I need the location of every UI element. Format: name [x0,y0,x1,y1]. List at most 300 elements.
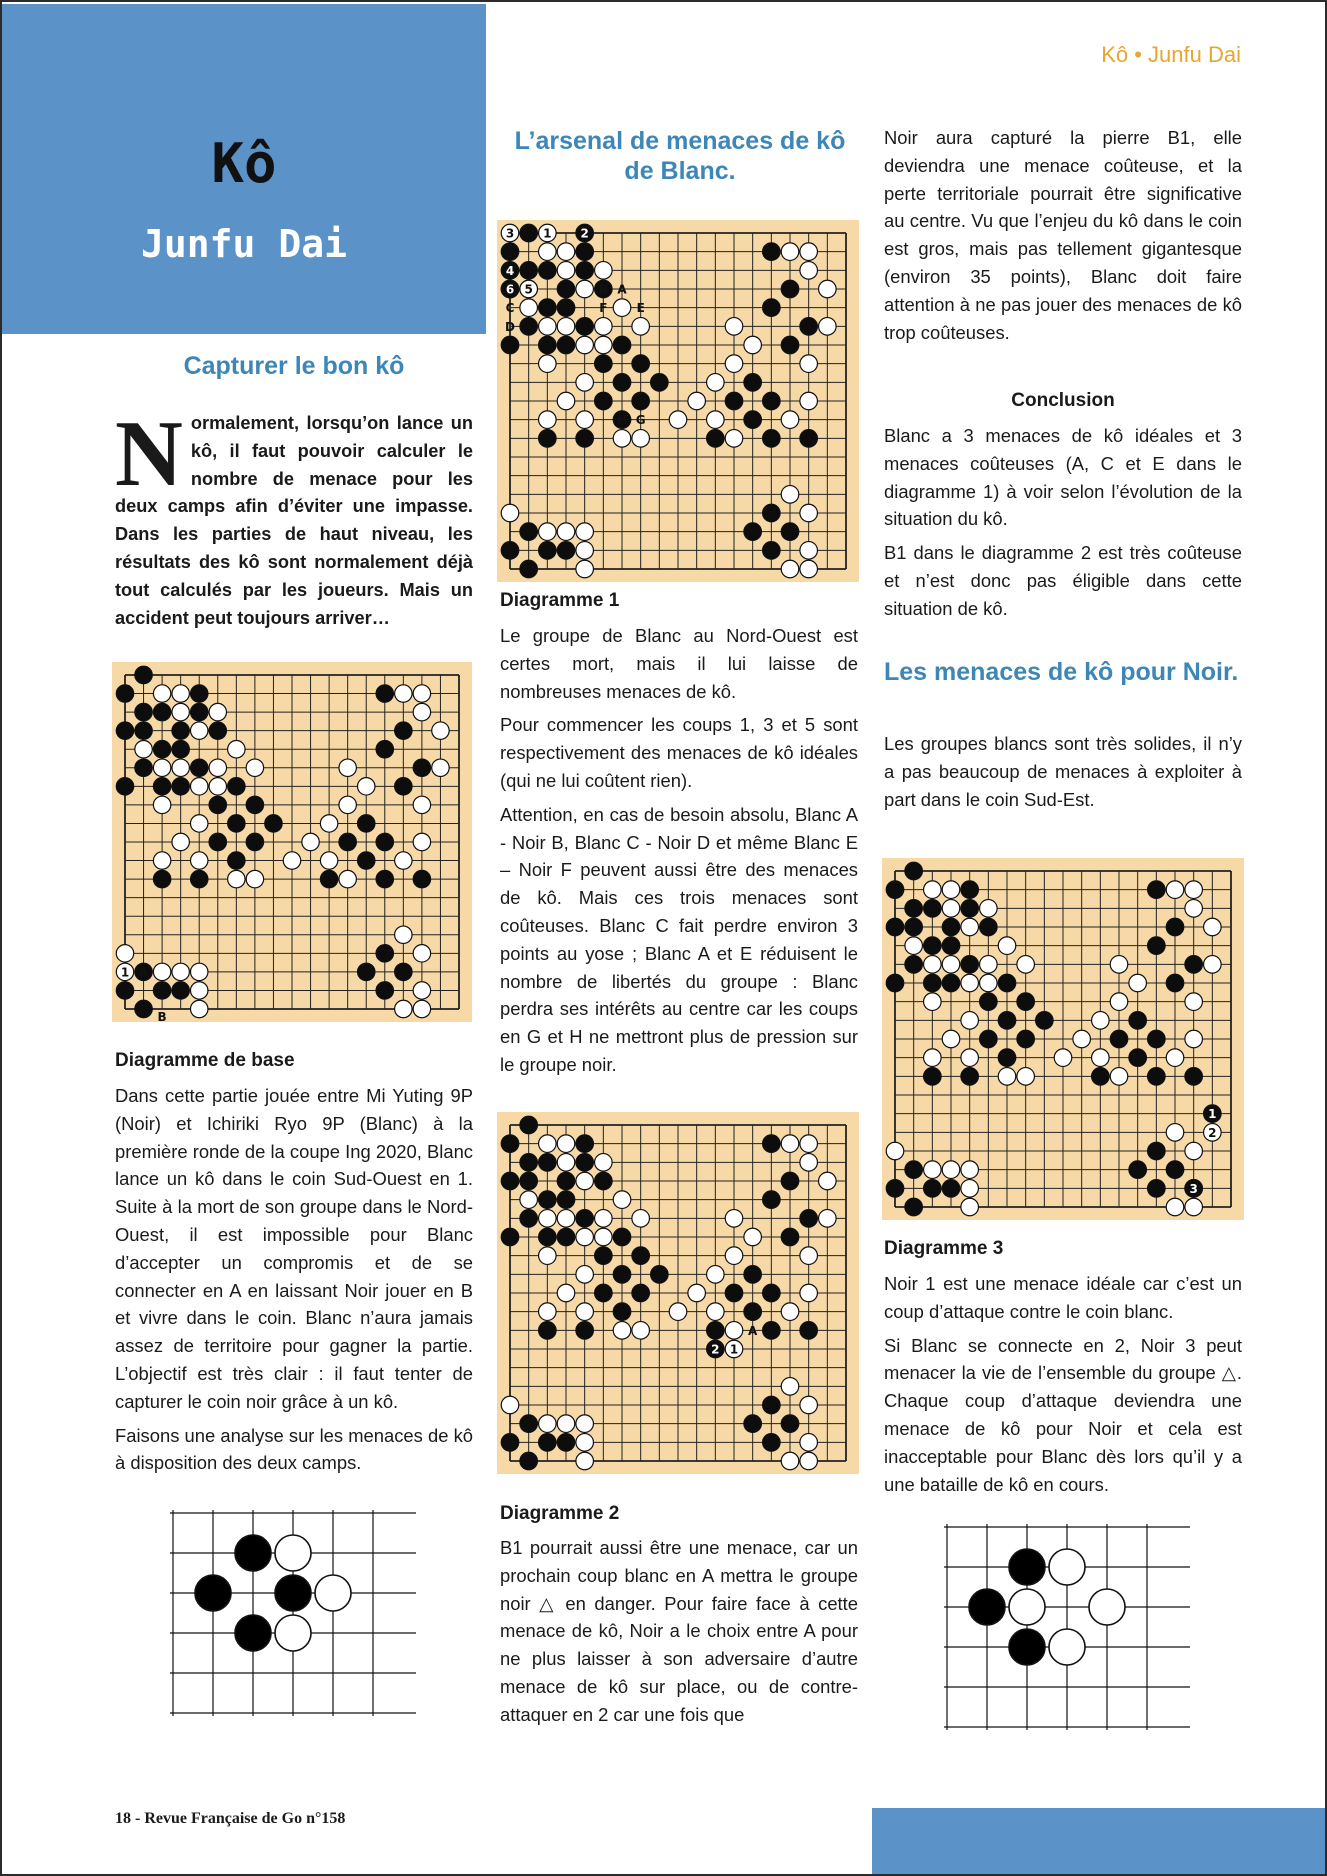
black-stone [1148,1180,1166,1198]
white-stone [725,318,743,336]
black-stone [763,542,781,560]
black-stone [924,1180,942,1198]
heading-arsenal: L’arsenal de menaces de kô de Blanc. [514,127,846,185]
black-stone [781,280,799,298]
black-stone [376,685,393,702]
black-stone [942,937,960,955]
white-stone [595,1154,613,1172]
black-stone [135,1000,152,1017]
white-stone [725,1210,743,1228]
black-stone [501,542,519,560]
black-stone [1185,1068,1203,1086]
board-label: C [505,301,515,316]
black-stone [924,900,942,918]
white-stone [800,355,818,373]
intro-text: ormalement, lorsqu’on lance un kô, il faut pouvoir calculer le nombre de menace pour les deux camps afin d’éviter une impasse. Dans les parties de haut niveau, les résultats des kô sont normalement déjà tout calculés par les joueurs. Mais un accident peut toujours arriver… [115,413,473,628]
black-stone [1129,1012,1147,1030]
white-stone [781,1303,799,1321]
board-label: 3 [505,226,515,241]
white-stone [432,722,449,739]
white-stone [942,1030,960,1048]
white-stone [886,1142,904,1160]
white-stone [800,542,818,560]
black-stone [246,796,263,813]
black-stone [613,1228,631,1246]
white-stone [576,1452,594,1470]
black-stone [520,1452,538,1470]
white-stone [613,299,631,317]
white-stone [595,1210,613,1228]
black-stone [172,982,189,999]
black-stone [924,1068,942,1086]
white-stone [539,318,557,336]
white-stone [1110,1068,1128,1086]
intro-paragraph [115,402,473,632]
white-stone [1204,918,1222,936]
black-stone [235,1615,271,1651]
black-stone [980,993,998,1011]
white-stone [632,1210,650,1228]
black-stone [980,918,998,936]
white-stone [557,1210,575,1228]
white-stone [800,1154,818,1172]
white-stone [395,685,412,702]
black-stone [1009,1549,1045,1585]
white-stone [191,852,208,869]
black-stone [595,392,613,410]
white-stone [172,963,189,980]
white-stone [942,956,960,974]
white-stone [707,411,725,429]
white-stone [613,1322,631,1340]
white-stone [413,703,430,720]
white-stone [1129,974,1147,992]
running-head: Kô • Junfu Dai [1101,42,1241,67]
white-stone [1166,1124,1184,1142]
board-label: 4 [505,263,515,278]
white-stone [576,1228,594,1246]
black-stone [651,1266,669,1284]
black-stone [725,392,743,410]
white-stone [819,318,837,336]
go-board-diagram-3 [882,858,1244,1220]
black-stone [195,1575,231,1611]
white-stone [924,956,942,974]
white-stone [942,1161,960,1179]
black-stone [539,262,557,280]
black-stone [376,833,393,850]
black-stone [576,1210,594,1228]
black-stone [576,262,594,280]
black-stone [153,703,170,720]
col2-paragraph-2: Pour commencer les coups 1, 3 et 5 sont respectivement des menaces de kô idéales (qui ne lui coûtent rien). [500,714,858,791]
black-stone [520,1172,538,1190]
white-stone [781,486,799,504]
white-stone [246,870,263,887]
white-stone [1185,1198,1203,1216]
board-grid [497,1112,859,1474]
white-stone [172,759,189,776]
black-stone [942,918,960,936]
black-stone [763,504,781,522]
white-stone [744,1228,762,1246]
black-stone [395,722,412,739]
white-stone [595,262,613,280]
black-stone [135,722,152,739]
black-stone [228,778,245,795]
board-label: A [617,282,627,297]
white-stone [781,1452,799,1470]
black-stone [520,523,538,541]
black-stone [246,833,263,850]
white-stone [1009,1589,1045,1625]
white-stone [800,262,818,280]
white-stone [1092,1049,1110,1067]
black-stone [998,1012,1016,1030]
white-stone [501,1396,519,1414]
white-stone [302,833,319,850]
col2-paragraph-4: B1 pourrait aussi être une menace, car un prochain coup blanc en A mettra le groupe noir △ en danger. Pour faire face à cette menace de kô, Noir a le choix entre A pour ne plus laisser à son adversaire d’autre menace de kô sur place, ou de contre-attaquer en 2 car une fois que [500,1537,858,1725]
white-stone [1166,1198,1184,1216]
white-stone [413,1000,430,1017]
heading-menaces-noir: Les menaces de kô pour Noir. [884,658,1239,686]
black-stone [413,759,430,776]
white-stone [1204,956,1222,974]
board-grid [112,662,472,1022]
white-stone [539,243,557,261]
black-stone [501,1172,519,1190]
white-stone [924,1049,942,1067]
black-stone [228,815,245,832]
title-block [2,4,486,334]
black-stone [191,870,208,887]
white-stone [632,1322,650,1340]
black-stone [763,1191,781,1209]
caption-diagram-1: Diagramme 1 [500,590,620,611]
white-stone [613,430,631,448]
white-stone [576,374,594,392]
black-stone [905,956,923,974]
white-stone [209,703,226,720]
black-stone [905,1161,923,1179]
board-label: E [636,301,645,316]
black-stone [520,224,538,242]
white-stone [539,411,557,429]
white-stone [520,299,538,317]
white-stone [905,937,923,955]
black-stone [557,1191,575,1209]
white-stone [800,1284,818,1302]
col3-paragraph-6: Si Blanc se connecte en 2, Noir 3 peut menacer la vie de l’ensemble du groupe △. Chaque coup d’attaque deviendra une menace de kô pour Noir et cela est inacceptable pour Blanc dès lors qu’il y a une bataille de kô en cours. [884,1334,1242,1495]
black-stone [1148,1030,1166,1048]
black-stone [191,759,208,776]
white-stone [800,1135,818,1153]
black-stone [172,741,189,758]
black-stone [961,881,979,899]
conclusion-heading: Conclusion [1011,390,1115,411]
white-stone [961,918,979,936]
white-stone [1073,1030,1091,1048]
white-stone [191,982,208,999]
black-stone [1017,1030,1035,1048]
black-stone [1148,881,1166,899]
white-stone [961,1161,979,1179]
white-stone [1110,956,1128,974]
white-stone [1185,881,1203,899]
black-stone [172,722,189,739]
white-stone [819,280,837,298]
white-stone [557,1154,575,1172]
black-stone [763,243,781,261]
black-stone [520,1154,538,1172]
black-stone [781,523,799,541]
black-stone [501,1434,519,1452]
black-stone [905,900,923,918]
board-label: 2 [1208,1125,1217,1140]
black-stone [339,833,356,850]
board-label: 1 [729,1342,739,1357]
black-stone [520,560,538,578]
caption-diagram-2: Diagramme 2 [500,1503,620,1524]
white-stone [800,504,818,522]
black-stone [707,430,725,448]
col1-paragraph-1: Dans cette partie jouée entre Mi Yuting 9P (Noir) et Ichiriki Ryo 9P (Blanc) à la première ronde de la coupe Ing 2020, Blanc lance un kô dans le coin Sud-Ouest en 1. Suite à la mort de son groupe dans le Nord-Ouest, il est impossible pour Blanc d’accepter un compromis et de se connecter en A en laissant Noir jouer en B et vivre dans le coin. Blanc n’aura jamais assez de territoire pour gagner la partie. L’objectif est très clair : il faut tenter de capturer le coin noir grâce à un kô. [115,1085,473,1412]
white-stone [557,318,575,336]
black-stone [228,852,245,869]
white-stone [800,392,818,410]
board-label: 1 [1208,1107,1217,1122]
black-stone [501,336,519,354]
black-stone [376,982,393,999]
white-stone [539,355,557,373]
black-stone [520,1415,538,1433]
white-stone [576,411,594,429]
black-stone [153,982,170,999]
col1-body [115,1082,473,1483]
black-stone [595,355,613,373]
black-stone [744,374,762,392]
white-stone [320,852,337,869]
black-stone [942,1180,960,1198]
white-stone [1185,1142,1203,1160]
white-stone [576,1415,594,1433]
white-stone [1185,900,1203,918]
black-stone [800,430,818,448]
black-stone [781,1172,799,1190]
black-stone [376,870,393,887]
black-stone [153,870,170,887]
white-stone [1049,1549,1085,1585]
black-stone [395,778,412,795]
white-stone [557,392,575,410]
go-board-diagram-1 [497,220,859,582]
ko-shape-diagram-right [944,1524,1190,1730]
black-stone [501,1228,519,1246]
black-stone [1166,974,1184,992]
black-stone [576,243,594,261]
board-label: 3 [1189,1181,1198,1196]
white-stone [819,1172,837,1190]
black-stone [924,974,942,992]
white-stone [744,336,762,354]
white-stone [191,722,208,739]
col2-body-2 [500,1534,858,1735]
black-stone [191,685,208,702]
black-stone [781,336,799,354]
black-stone [744,523,762,541]
black-stone [235,1535,271,1571]
white-stone [725,355,743,373]
col3-body-menaces [884,730,1242,819]
black-stone [942,974,960,992]
black-stone [501,1135,519,1153]
white-stone [315,1575,351,1611]
white-stone [1089,1589,1125,1625]
white-stone [800,1396,818,1414]
black-stone [886,1180,904,1198]
black-stone [501,243,519,261]
black-stone [135,759,152,776]
white-stone [1166,1049,1184,1067]
white-stone [172,685,189,702]
black-stone [763,1434,781,1452]
black-stone [358,815,375,832]
black-stone [595,1247,613,1265]
black-stone [1036,1012,1054,1030]
white-stone [707,1266,725,1284]
black-stone [1166,918,1184,936]
black-stone [539,430,557,448]
black-stone [209,796,226,813]
black-stone [576,1322,594,1340]
white-stone [153,796,170,813]
white-stone [1110,993,1128,1011]
white-stone [413,833,430,850]
white-stone [275,1615,311,1651]
black-stone [905,918,923,936]
white-stone [209,778,226,795]
white-stone [800,1452,818,1470]
white-stone [228,870,245,887]
board-label: 5 [524,282,533,297]
white-stone [980,974,998,992]
white-stone [576,1172,594,1190]
white-stone [576,280,594,298]
white-stone [707,1303,725,1321]
white-stone [924,993,942,1011]
black-stone [1017,993,1035,1011]
board-label: 1 [543,226,552,241]
footer: 18 - Revue Française de Go n°158 [115,1810,346,1827]
white-stone [725,430,743,448]
white-stone [961,1049,979,1067]
white-stone [153,852,170,869]
drop-cap: N [115,402,183,506]
black-stone [539,1434,557,1452]
black-stone [763,430,781,448]
board-label: A [138,965,149,980]
white-stone [819,1210,837,1228]
white-stone [228,741,245,758]
white-stone [539,1303,557,1321]
black-stone [376,945,393,962]
white-stone [961,974,979,992]
board-label: H [616,413,628,428]
black-stone [557,1172,575,1190]
black-stone [557,1228,575,1246]
white-stone [1017,956,1035,974]
board-label: 1 [120,965,130,980]
black-stone [924,937,942,955]
white-stone [688,392,706,410]
black-stone [1009,1629,1045,1665]
black-stone [961,1068,979,1086]
board-label: F [599,301,608,316]
black-stone [539,1191,557,1209]
black-stone [413,870,430,887]
black-stone [209,833,226,850]
black-stone [632,392,650,410]
board-grid [882,858,1244,1220]
white-stone [725,1322,743,1340]
black-stone [576,1154,594,1172]
white-stone [1092,1012,1110,1030]
board-label: B [157,1009,167,1022]
heading-capturer: Capturer le bon kô [183,352,405,380]
white-stone [800,1434,818,1452]
white-stone [595,336,613,354]
black-stone [707,1322,725,1340]
white-stone [688,1284,706,1302]
white-stone [1049,1629,1085,1665]
white-stone [800,1247,818,1265]
white-stone [669,1303,687,1321]
black-stone [905,862,923,880]
white-stone [924,881,942,899]
black-stone [209,722,226,739]
black-stone [576,318,594,336]
black-stone [135,666,152,683]
black-stone [539,299,557,317]
white-stone [358,778,375,795]
caption-base: Diagramme de base [115,1050,295,1071]
black-stone [632,1247,650,1265]
white-stone [172,703,189,720]
white-stone [707,374,725,392]
black-stone [1148,1068,1166,1086]
board-label: G [635,413,646,428]
black-stone [725,1284,743,1302]
col3-paragraph-2: Blanc a 3 menaces de kô idéales et 3 menaces coûteuses (A, C et E dans le diagramme 1) à voir selon l’évolution de la situation du kô. [884,425,1242,530]
black-stone [116,982,133,999]
black-stone [557,542,575,560]
white-stone [557,1284,575,1302]
black-stone [961,956,979,974]
white-stone [781,1378,799,1396]
board-label: 2 [580,226,589,241]
col3-paragraph-3: B1 dans le diagramme 2 est très coûteuse et n’est donc pas éligible dans cette situation de kô. [884,542,1242,619]
white-stone [800,243,818,261]
white-stone [413,945,430,962]
board-label: B [598,282,608,297]
white-stone [395,926,412,943]
black-stone [763,1322,781,1340]
white-stone [576,560,594,578]
white-stone [781,411,799,429]
black-stone [969,1589,1005,1625]
black-stone [613,336,631,354]
white-stone [632,318,650,336]
